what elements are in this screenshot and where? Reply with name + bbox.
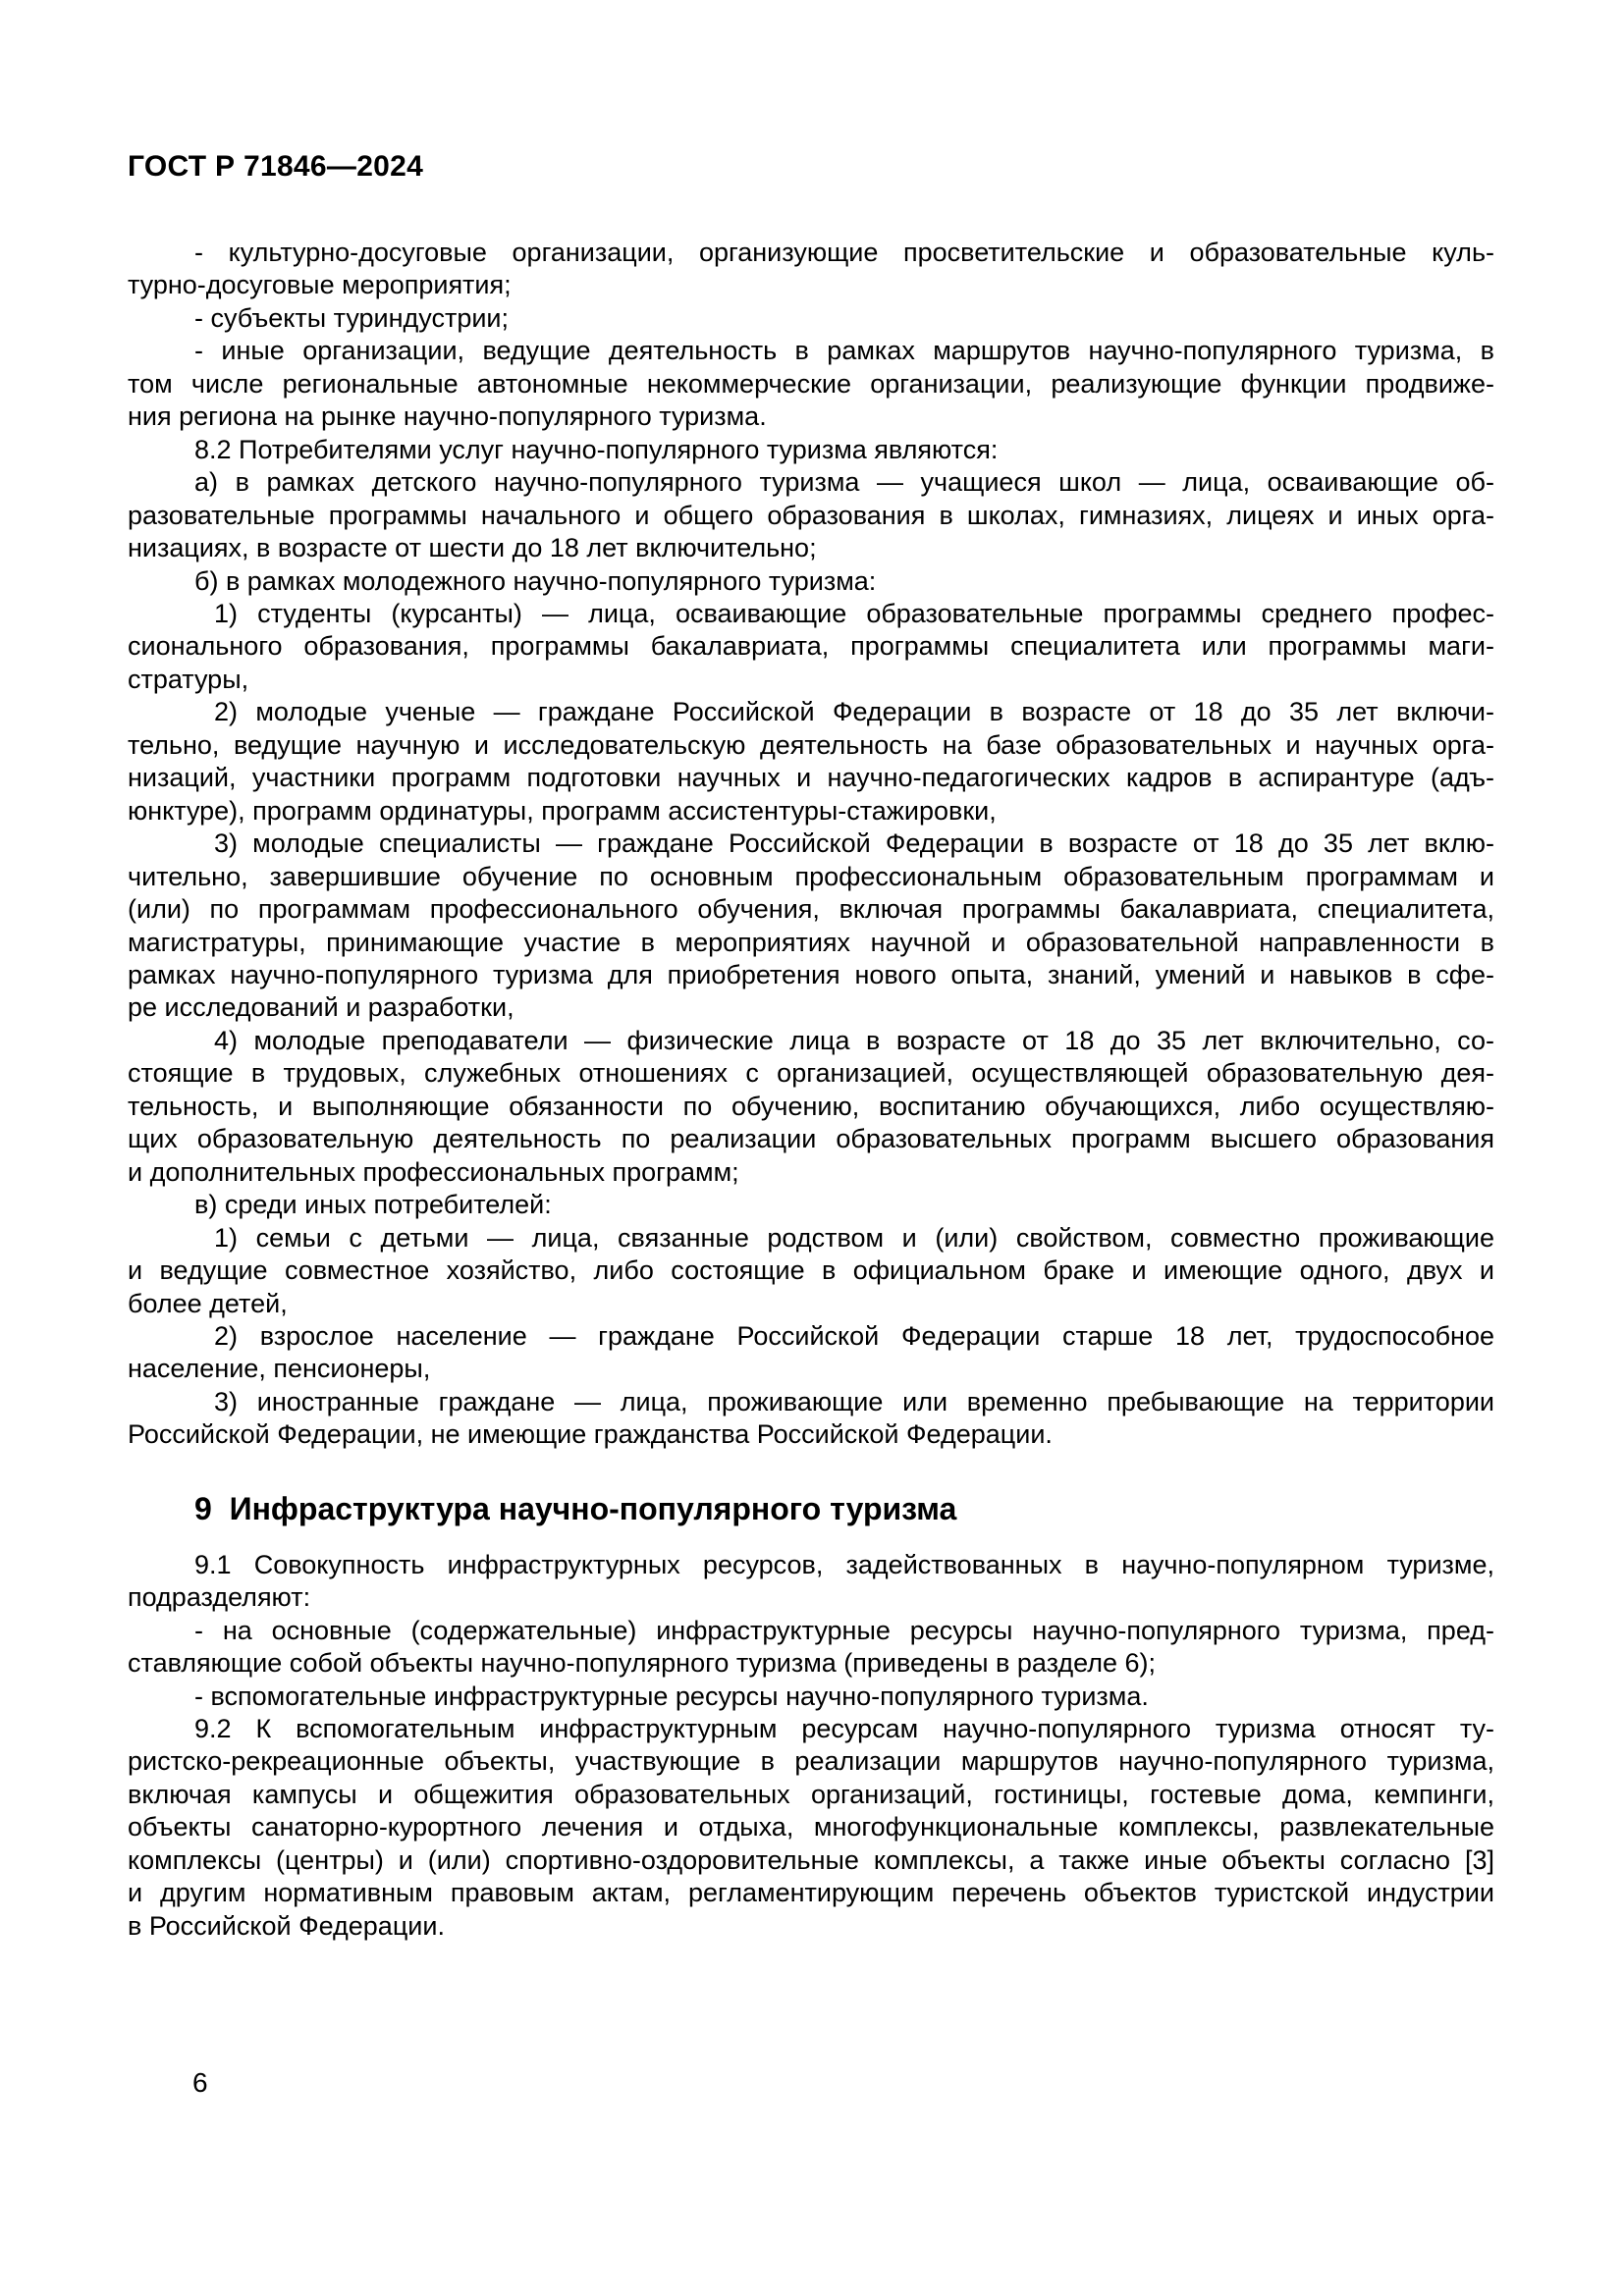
paragraph	[128, 565, 1494, 598]
paragraph-line: 8.2 Потребителями услуг научно-популярного туризма являются:	[194, 434, 999, 464]
paragraph	[128, 434, 1494, 466]
paragraph	[128, 237, 1494, 302]
paragraph-line: тельность, и выполняющие обязанности по обучению, воспитанию обучающихся, либо осуществляю-	[128, 1091, 1494, 1121]
paragraph	[128, 466, 1494, 564]
paragraph-line: магистратуры, принимающие участие в мероприятиях научной и образовательной направленности в	[128, 927, 1494, 957]
section-heading: 9 Инфраструктура научно-популярного туризма	[194, 1490, 957, 1526]
paragraph-line: ния региона на рынке научно-популярного туризма.	[128, 401, 767, 432]
paragraph	[128, 302, 1494, 335]
paragraph-line: сионального образования, программы бакалавриата, программы специалитета или программы маги-	[128, 631, 1494, 662]
paragraph-line: в) среди иных потребителей:	[194, 1190, 552, 1220]
paragraph-line: - на основные (содержательные) инфраструктурные ресурсы научно-популярного туризма, пред-	[194, 1615, 1494, 1645]
paragraph-line: 4) молодые преподаватели — физические лица в возрасте от 18 до 35 лет включительно, со-	[214, 1025, 1494, 1055]
paragraph-line: турно-досуговые мероприятия;	[128, 270, 512, 300]
paragraph-line: 3) молодые специалисты — граждане Российской Федерации в возрасте от 18 до 35 лет вклю-	[214, 828, 1494, 859]
paragraph	[128, 1222, 1494, 1320]
paragraph	[128, 1386, 1494, 1452]
paragraph-line: ристско-рекреационные объекты, участвующие в реализации маршрутов научно-популярного туризма,	[128, 1746, 1494, 1777]
paragraph-line: 2) взрослое население — граждане Российской Федерации старше 18 лет, трудоспособное	[214, 1320, 1494, 1351]
paragraph-line: ставляющие собой объекты научно-популярного туризма (приведены в разделе 6);	[128, 1648, 1157, 1679]
paragraph-line: щих образовательную деятельность по реализации образовательных программ высшего образования	[128, 1124, 1494, 1154]
paragraph-line: подразделяют:	[128, 1582, 311, 1613]
paragraph	[128, 828, 1494, 1025]
paragraph-line: 2) молодые ученые — граждане Российской Федерации в возрасте от 18 до 35 лет включи-	[214, 697, 1494, 727]
paragraph	[128, 1681, 1494, 1713]
paragraph-line: низациях, в возрасте от шести до 18 лет включительно;	[128, 533, 817, 563]
paragraph-line: - иные организации, ведущие деятельность в рамках маршрутов научно-популярного туризма, в	[194, 336, 1494, 366]
paragraph-line: более детей,	[128, 1288, 288, 1318]
paragraph-line: - культурно-досуговые организации, организующие просветительские и образовательные куль-	[194, 238, 1494, 267]
document-body	[128, 237, 1494, 1943]
page-number: 6	[192, 2067, 208, 2098]
paragraph-line: и дополнительных профессиональных программ;	[128, 1156, 739, 1187]
paragraph	[128, 335, 1494, 433]
paragraph	[128, 1549, 1494, 1615]
paragraph-line: том числе региональные автономные некоммерческие организации, реализующие функции продвиже-	[128, 368, 1494, 399]
paragraph-line: рамках научно-популярного туризма для приобретения нового опыта, знаний, умений и навыков в сфе-	[128, 959, 1494, 989]
paragraph-line: и другим нормативным правовым актам, регламентирующим перечень объектов туристской индустрии	[128, 1878, 1494, 1908]
paragraph	[128, 1320, 1494, 1386]
paragraph-line: (или) по программам профессионального обучения, включая программы бакалавриата, специалитета,	[128, 894, 1494, 925]
paragraph-line: 3) иностранные граждане — лица, проживающие или временно пребывающие на территории	[214, 1386, 1494, 1416]
paragraph-line: население, пенсионеры,	[128, 1354, 431, 1384]
paragraph-line: - вспомогательные инфраструктурные ресурсы научно-популярного туризма.	[194, 1681, 1149, 1711]
paragraph-line: а) в рамках детского научно-популярного туризма — учащиеся школ — лица, осваивающие об-	[194, 467, 1494, 498]
paragraph-line: 9.1 Совокупность инфраструктурных ресурсов, задействованных в научно-популярном туризме,	[194, 1549, 1494, 1579]
paragraph	[128, 696, 1494, 828]
document-code: ГОСТ Р 71846—2024	[128, 150, 424, 183]
paragraph-line: чительно, завершившие обучение по основным профессиональным образовательным программам и	[128, 861, 1494, 891]
paragraph-line: 1) семьи с детьми — лица, связанные родством и (или) свойством, совместно проживающие	[214, 1222, 1494, 1253]
paragraph-line: тельно, ведущие научную и исследовательскую деятельность на базе образовательных и научных орга-	[128, 729, 1494, 760]
paragraph-line: 9.2 К вспомогательным инфраструктурным ресурсам научно-популярного туризма относят ту-	[194, 1714, 1494, 1744]
paragraph-line: стоящие в трудовых, служебных отношениях с организацией, осуществляющей образовательную дея-	[128, 1058, 1494, 1089]
paragraph-line: - субъекты туриндустрии;	[194, 302, 510, 333]
paragraph-line: разовательные программы начального и общего образования в школах, гимназиях, лицеях и иных орга-	[128, 500, 1494, 530]
paragraph-line: объекты санаторно-курортного лечения и отдыха, многофункциональные комплексы, развлекательные	[128, 1812, 1494, 1842]
paragraph-line: Российской Федерации, не имеющие гражданства Российской Федерации.	[128, 1419, 1053, 1450]
paragraph-line: б) в рамках молодежного научно-популярного туризма:	[194, 565, 877, 596]
paragraph-line: включая кампусы и общежития образовательных организаций, гостиницы, гостевые дома, кемпинги,	[128, 1779, 1494, 1809]
paragraph	[128, 1615, 1494, 1681]
paragraph	[128, 1189, 1494, 1221]
paragraph-line: юнктуре), программ ординатуры, программ ассистентуры-стажировки,	[128, 795, 997, 826]
paragraph-line: низаций, участники программ подготовки научных и научно-педагогических кадров в аспирантуре (адъ-	[128, 763, 1494, 793]
paragraph-line: комплексы (центры) и (или) спортивно-оздоровительные комплексы, а также иные объекты согласно [3]	[128, 1844, 1494, 1875]
paragraph-line: ре исследований и разработки,	[128, 992, 514, 1023]
paragraph-line: стратуры,	[128, 664, 249, 694]
paragraph-line: 1) студенты (курсанты) — лица, осваивающие образовательные программы среднего профес-	[214, 598, 1494, 628]
paragraph-line: в Российской Федерации.	[128, 1910, 445, 1941]
paragraph	[128, 598, 1494, 696]
paragraph	[128, 1025, 1494, 1189]
paragraph-line: и ведущие совместное хозяйство, либо состоящие в официальном браке и имеющие одного, двух и	[128, 1255, 1494, 1286]
paragraph	[128, 1713, 1494, 1943]
